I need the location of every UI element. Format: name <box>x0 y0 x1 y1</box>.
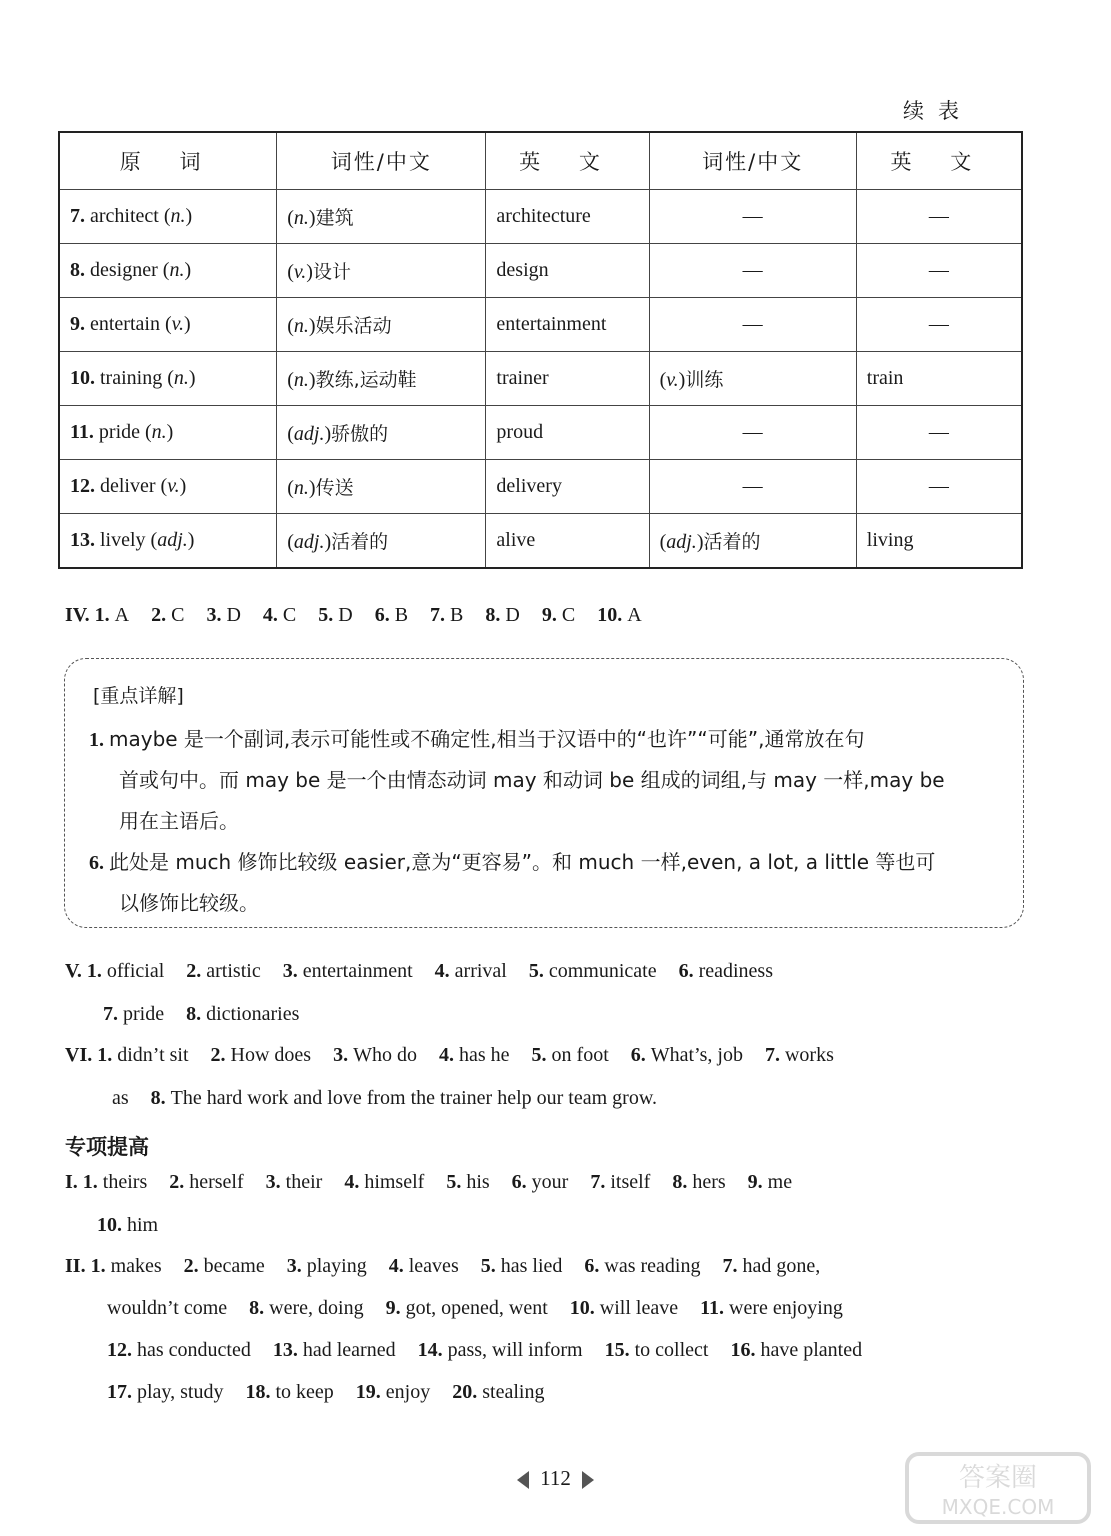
answer-number: 8. <box>150 1087 171 1109</box>
word: designer <box>90 259 163 281</box>
row-number: 8. <box>70 259 90 281</box>
prev-arrow-icon <box>517 1471 529 1489</box>
answer-text: artistic <box>206 960 261 982</box>
answer-number: 9. <box>747 1171 768 1193</box>
answer-number: 3. <box>333 1044 354 1066</box>
answer-item <box>631 1044 743 1067</box>
answer-item <box>266 1171 323 1194</box>
answer-number: 6. <box>630 1044 651 1066</box>
answer-text: itself <box>610 1171 651 1193</box>
pos-chinese-cell: (v.)设计 <box>277 244 486 298</box>
answer-text: him <box>127 1214 159 1236</box>
answer-number: 8. <box>186 1003 207 1025</box>
section-s2-line-3 <box>107 1339 884 1362</box>
header-pos-chinese-2: 词性/中文 <box>649 132 856 190</box>
table-row <box>59 298 1022 352</box>
answer-item <box>452 1381 544 1404</box>
answer-item <box>333 1044 417 1067</box>
answer-text: as <box>112 1087 129 1109</box>
header-english-2: 英 文 <box>856 132 1022 190</box>
answer-item <box>532 1044 609 1067</box>
answer-text: communicate <box>548 960 657 982</box>
english-cell: design <box>486 244 649 298</box>
answer-text: their <box>285 1171 323 1193</box>
answer-number: 6. <box>678 960 699 982</box>
chinese-meaning: 建筑 <box>315 207 354 229</box>
answer-number: 3. <box>206 604 227 626</box>
pos-chinese-cell-2: — <box>649 460 856 514</box>
answer-item <box>97 1214 158 1237</box>
answer-number: 7. <box>590 1171 611 1193</box>
answer-item <box>245 1381 333 1404</box>
note-text: 首或句中。而 may be 是一个由情态动词 may 和动词 be 组成的词组,与 may 一样,may be <box>119 768 945 792</box>
note-text: 以修饰比较级。 <box>119 891 259 915</box>
answer-text: on foot <box>551 1044 609 1066</box>
pos: n. <box>293 477 309 499</box>
answer-text: dictionaries <box>206 1003 300 1025</box>
svg-text:答案圈: 答案圈 <box>958 1463 1038 1493</box>
answer-item <box>765 1044 834 1067</box>
word-pos: n. <box>170 205 186 227</box>
answer-text: The hard work and love from the trainer help our team grow. <box>170 1087 657 1109</box>
answer-number: 4. <box>434 960 455 982</box>
table-row <box>59 406 1022 460</box>
chinese-meaning: 活着的 <box>331 531 389 553</box>
answer-text: had learned <box>302 1339 396 1361</box>
word: lively <box>100 529 151 551</box>
answer-number: 7. <box>430 604 451 626</box>
answer-text: B <box>394 604 409 626</box>
answer-item <box>103 1003 164 1026</box>
answer-number: 13. <box>272 1339 303 1361</box>
answer-item <box>83 1171 147 1194</box>
answer-number: 6. <box>584 1255 605 1277</box>
answer-number: 3. <box>286 1255 307 1277</box>
answer-text: hers <box>692 1171 726 1193</box>
svg-text:MXQE.COM: MXQE.COM <box>941 1495 1055 1519</box>
answer-item <box>186 960 260 983</box>
answer-number: 4. <box>262 604 283 626</box>
answer-item <box>542 604 575 627</box>
answer-text: himself <box>364 1171 425 1193</box>
table-row <box>59 244 1022 298</box>
answer-text: C <box>282 604 297 626</box>
row-number: 12. <box>70 475 100 497</box>
note-number: 6. <box>89 852 109 874</box>
answer-text: got, opened, went <box>405 1297 548 1319</box>
answer-number: 2. <box>186 960 207 982</box>
answer-text: has conducted <box>137 1339 251 1361</box>
english-cell: alive <box>486 514 649 569</box>
answer-number: 5. <box>480 1255 501 1277</box>
answer-text: your <box>531 1171 569 1193</box>
header-english: 英 文 <box>486 132 649 190</box>
key-points-box <box>64 658 1024 928</box>
answer-text: to collect <box>634 1339 709 1361</box>
answer-item <box>722 1255 820 1278</box>
answer-text: D <box>226 604 241 626</box>
answer-number: 3. <box>265 1171 286 1193</box>
original-word-cell: 12. deliver (v.) <box>59 460 277 514</box>
answer-item <box>386 1297 548 1320</box>
word-pos: v. <box>167 475 180 497</box>
answer-item <box>439 1044 510 1067</box>
answer-item <box>584 1255 700 1278</box>
notes-heading: [重点详解] <box>93 685 184 707</box>
note-text: maybe 是一个副词,表示可能性或不确定性,相当于汉语中的“也许”“可能”,通常放在句 <box>109 727 865 751</box>
answer-text: to keep <box>275 1381 334 1403</box>
pos-chinese-cell-2: (v.)训练 <box>649 352 856 406</box>
english-cell: trainer <box>486 352 649 406</box>
answer-text: A <box>627 604 642 626</box>
note-line <box>89 723 864 752</box>
answer-number: 19. <box>355 1381 386 1403</box>
answer-text: were enjoying <box>729 1297 843 1319</box>
answer-text: will leave <box>599 1297 679 1319</box>
answer-text: me <box>767 1171 793 1193</box>
answer-number: 5. <box>446 1171 467 1193</box>
english-cell-2: — <box>856 460 1022 514</box>
page-number: 112 <box>540 1466 571 1490</box>
section-label: V. <box>65 960 82 982</box>
answer-text: works <box>784 1044 834 1066</box>
special-improvement-title: 专项提高 <box>65 1135 149 1159</box>
note-text: 用在主语后。 <box>119 809 239 833</box>
section-s2-line-2 <box>107 1297 865 1320</box>
answer-item <box>87 960 164 983</box>
answer-number: 5. <box>528 960 549 982</box>
row-number: 13. <box>70 529 100 551</box>
answer-number: 2. <box>169 1171 190 1193</box>
original-word-cell: 9. entertain (v.) <box>59 298 277 352</box>
answer-number: 9. <box>541 604 562 626</box>
english-cell-2: — <box>856 190 1022 244</box>
pos-chinese-cell: (adj.)活着的 <box>277 514 486 569</box>
answer-item <box>211 1044 312 1067</box>
row-number: 9. <box>70 313 90 335</box>
answer-item <box>485 604 519 627</box>
answer-item <box>590 1171 650 1194</box>
chinese-meaning: 训练 <box>685 369 724 391</box>
chinese-meaning: 骄傲的 <box>331 423 389 445</box>
answer-text: were, doing <box>269 1297 364 1319</box>
answer-item <box>529 960 657 983</box>
answer-text: pride <box>123 1003 165 1025</box>
english-cell: proud <box>486 406 649 460</box>
continued-label: 续表 <box>903 99 973 123</box>
answer-item <box>107 1339 251 1362</box>
pos-chinese-cell: (n.)建筑 <box>277 190 486 244</box>
answer-number: 10. <box>597 604 628 626</box>
answer-text: makes <box>110 1255 162 1277</box>
word: entertain <box>90 313 165 335</box>
section-label: II. <box>65 1255 86 1277</box>
row-number: 11. <box>70 421 99 443</box>
chinese-meaning: 设计 <box>312 261 351 283</box>
answer-text: enjoy <box>385 1381 431 1403</box>
answer-text: D <box>505 604 520 626</box>
pos-chinese-cell-2: — <box>649 190 856 244</box>
section-iv-answers <box>65 604 664 627</box>
next-arrow-icon <box>582 1471 594 1489</box>
answer-text: What’s, job <box>650 1044 743 1066</box>
answer-item <box>679 960 773 983</box>
answer-item <box>512 1171 569 1194</box>
pos: adj. <box>293 423 325 445</box>
section-label: I. <box>65 1171 78 1193</box>
answer-number: 7. <box>103 1003 123 1025</box>
answer-item <box>249 1297 363 1320</box>
word-pos: n. <box>173 367 189 389</box>
answer-number: 8. <box>672 1171 693 1193</box>
pos: n. <box>293 207 309 229</box>
header-original-word: 原 词 <box>59 132 277 190</box>
original-word-cell: 13. lively (adj.) <box>59 514 277 569</box>
answer-number: 6. <box>511 1171 532 1193</box>
note-line <box>119 887 259 916</box>
answer-item <box>748 1171 792 1194</box>
pos-chinese-cell-2: — <box>649 406 856 460</box>
answer-item <box>287 1255 367 1278</box>
table-row <box>59 190 1022 244</box>
word: architect <box>90 205 164 227</box>
answer-item <box>263 604 296 627</box>
answer-text: D <box>338 604 353 626</box>
answer-number: 1. <box>94 604 115 626</box>
answer-number: 5. <box>318 604 339 626</box>
answer-text: Who do <box>353 1044 417 1066</box>
answer-number: 7. <box>722 1255 743 1277</box>
answer-number: 2. <box>210 1044 231 1066</box>
table-row <box>59 460 1022 514</box>
answer-text: his <box>466 1171 490 1193</box>
answer-item <box>95 604 129 627</box>
answer-number: 1. <box>90 1255 111 1277</box>
word: deliver <box>100 475 161 497</box>
english-cell: delivery <box>486 460 649 514</box>
answer-text: C <box>171 604 185 626</box>
word: pride <box>98 421 145 443</box>
answer-text: have planted <box>760 1339 863 1361</box>
answer-number: 2. <box>183 1255 204 1277</box>
answer-item <box>91 1255 162 1278</box>
answer-number: 1. <box>82 1171 103 1193</box>
section-label: VI. <box>65 1044 93 1066</box>
pos-chinese-cell-2: — <box>649 298 856 352</box>
table-row <box>59 514 1022 569</box>
pos-chinese-cell: (adj.)骄傲的 <box>277 406 486 460</box>
english-cell: entertainment <box>486 298 649 352</box>
english-cell-2: — <box>856 298 1022 352</box>
header-pos-chinese: 词性/中文 <box>277 132 486 190</box>
answer-text: wouldn’t come <box>107 1297 228 1319</box>
answer-item <box>112 1087 129 1110</box>
answer-text: stealing <box>482 1381 545 1403</box>
chinese-meaning: 传送 <box>315 477 354 499</box>
answer-item <box>169 1171 243 1194</box>
pos-chinese-cell-2: (adj.)活着的 <box>649 514 856 569</box>
answer-text: A <box>114 604 130 626</box>
word-pos: n. <box>169 259 185 281</box>
answer-number: 11. <box>700 1297 729 1319</box>
pos: v. <box>293 261 307 283</box>
section-s2-line-4 <box>107 1381 566 1404</box>
answer-item <box>283 960 413 983</box>
answer-text: pass, will inform <box>447 1339 583 1361</box>
vocabulary-table <box>58 131 1023 569</box>
section-s1-line-1 <box>65 1171 814 1194</box>
section-label: IV. <box>65 604 90 626</box>
answer-item <box>318 604 352 627</box>
pos: n. <box>293 315 309 337</box>
answer-text: readiness <box>698 960 773 982</box>
answer-item <box>430 604 463 627</box>
section-v-line-1 <box>65 960 795 983</box>
pos: n. <box>293 369 309 391</box>
answer-item <box>418 1339 583 1362</box>
original-word-cell: 11. pride (n.) <box>59 406 277 460</box>
english-cell-2: — <box>856 244 1022 298</box>
answer-item <box>389 1255 459 1278</box>
section-vi-line-1 <box>65 1044 856 1067</box>
answer-number: 12. <box>107 1339 137 1361</box>
table-header-row <box>59 132 1022 190</box>
section-vi-line-2 <box>112 1087 679 1110</box>
answer-item <box>107 1297 227 1320</box>
note-number: 1. <box>89 729 109 751</box>
pos-chinese-cell: (n.)传送 <box>277 460 486 514</box>
answer-item <box>97 1044 188 1067</box>
chinese-meaning: 娱乐活动 <box>315 315 392 337</box>
pos: adj. <box>293 531 325 553</box>
answer-text: play, study <box>137 1381 224 1403</box>
answer-number: 1. <box>97 1044 118 1066</box>
answer-number: 8. <box>485 604 506 626</box>
answer-text: official <box>106 960 165 982</box>
row-number: 10. <box>70 367 100 389</box>
original-word-cell: 10. training (n.) <box>59 352 277 406</box>
english-cell-2: train <box>856 352 1022 406</box>
answer-number: 4. <box>388 1255 409 1277</box>
english-cell-2: — <box>856 406 1022 460</box>
answer-number: 1. <box>86 960 107 982</box>
answer-item <box>273 1339 396 1362</box>
answer-number: 7. <box>764 1044 785 1066</box>
answer-item <box>597 604 641 627</box>
answer-item <box>481 1255 563 1278</box>
answer-text: has lied <box>500 1255 563 1277</box>
answer-text: arrival <box>454 960 507 982</box>
answer-item <box>344 1171 424 1194</box>
answer-number: 16. <box>730 1339 761 1361</box>
row-number: 7. <box>70 205 90 227</box>
answer-number: 9. <box>385 1297 406 1319</box>
pos-chinese-cell: (n.)教练,运动鞋 <box>277 352 486 406</box>
answer-item <box>730 1339 862 1362</box>
answer-number: 10. <box>97 1214 127 1236</box>
pos-chinese-cell: (n.)娱乐活动 <box>277 298 486 352</box>
answer-text: playing <box>306 1255 367 1277</box>
section-v-line-2 <box>103 1003 321 1026</box>
note-line <box>119 805 239 834</box>
pos: v. <box>666 369 679 391</box>
answer-item <box>186 1003 299 1026</box>
answer-item <box>570 1297 678 1320</box>
answer-item <box>356 1381 430 1404</box>
original-word-cell: 7. architect (n.) <box>59 190 277 244</box>
note-text: 此处是 much 修饰比较级 easier,意为“更容易”。和 much 一样,even, a lot, a little 等也可 <box>109 850 936 874</box>
answer-number: 2. <box>151 604 172 626</box>
english-cell: architecture <box>486 190 649 244</box>
answer-number: 20. <box>452 1381 483 1403</box>
answer-number: 17. <box>107 1381 137 1403</box>
answer-text: herself <box>189 1171 244 1193</box>
watermark-logo <box>903 1448 1093 1528</box>
answer-item <box>184 1255 265 1278</box>
answer-number: 15. <box>604 1339 635 1361</box>
answer-item <box>605 1339 709 1362</box>
section-s1-line-2 <box>97 1214 180 1237</box>
word-pos: n. <box>151 421 167 443</box>
answer-number: 5. <box>531 1044 552 1066</box>
answer-text: leaves <box>408 1255 459 1277</box>
answer-item <box>700 1297 843 1320</box>
table-row <box>59 352 1022 406</box>
answer-item <box>107 1381 223 1404</box>
word: training <box>100 367 168 389</box>
chinese-meaning: 活着的 <box>703 531 761 553</box>
answer-text: C <box>561 604 576 626</box>
answer-text: entertainment <box>302 960 413 982</box>
answer-text: B <box>450 604 464 626</box>
answer-item <box>446 1171 489 1194</box>
answer-text: has he <box>458 1044 510 1066</box>
original-word-cell: 8. designer (n.) <box>59 244 277 298</box>
word-pos: v. <box>171 313 185 335</box>
answer-item <box>375 604 408 627</box>
chinese-meaning: 教练,运动鞋 <box>315 369 417 391</box>
answer-text: How does <box>230 1044 312 1066</box>
answer-text: didn’t sit <box>117 1044 189 1066</box>
answer-number: 4. <box>438 1044 459 1066</box>
english-cell-2: living <box>856 514 1022 569</box>
answer-item <box>206 604 240 627</box>
answer-number: 4. <box>344 1171 365 1193</box>
pos-chinese-cell-2: — <box>649 244 856 298</box>
answer-item <box>672 1171 725 1194</box>
answer-item <box>151 1087 657 1110</box>
answer-number: 6. <box>374 604 395 626</box>
answer-text: became <box>203 1255 265 1277</box>
answer-item <box>151 604 184 627</box>
section-s2-line-1 <box>65 1255 842 1278</box>
note-line <box>89 846 935 875</box>
answer-number: 10. <box>569 1297 600 1319</box>
answer-text: had gone, <box>742 1255 821 1277</box>
answer-number: 3. <box>282 960 303 982</box>
answer-item <box>435 960 507 983</box>
word-pos: adj. <box>157 529 188 551</box>
answer-number: 18. <box>245 1381 276 1403</box>
note-line <box>119 764 945 793</box>
answer-number: 14. <box>417 1339 448 1361</box>
answer-text: was reading <box>604 1255 701 1277</box>
answer-text: theirs <box>102 1171 148 1193</box>
pos: adj. <box>666 531 697 553</box>
answer-number: 8. <box>249 1297 270 1319</box>
